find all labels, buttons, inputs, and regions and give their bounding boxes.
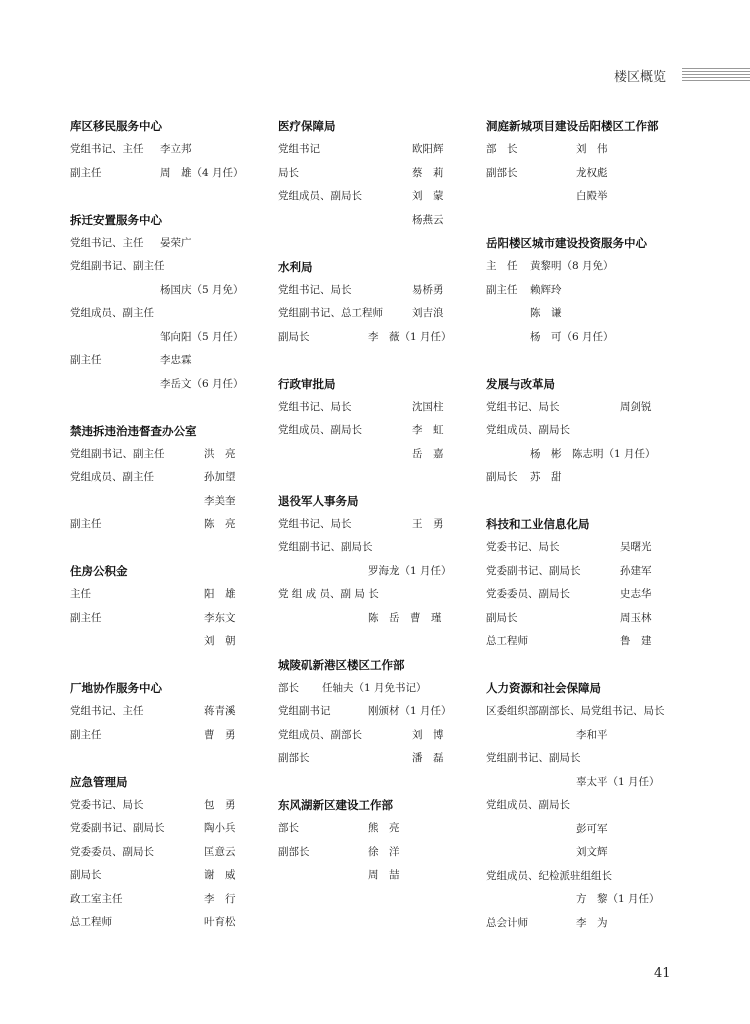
position-label: 党委副书记、副局长 xyxy=(486,564,581,577)
page-number: 41 xyxy=(654,966,671,981)
person-name: 李 虹 xyxy=(412,424,444,436)
position-label: 副局长 xyxy=(486,471,518,483)
person-name: 周剑锐 xyxy=(620,400,652,413)
personnel-row xyxy=(70,466,260,490)
personnel-row xyxy=(278,747,468,771)
section-title: 城陵矶新港区楼区工作部 xyxy=(278,657,405,672)
section-title: 医疗保障局 xyxy=(278,119,336,133)
person-name: 周玉林 xyxy=(620,611,652,624)
position-label: 党组成员、副局长 xyxy=(278,190,362,202)
position-label: 部 长 xyxy=(486,143,518,155)
person-name: 晏荣广 xyxy=(160,236,192,249)
person-name: 李美奎 xyxy=(204,494,236,507)
person-name: 李东文 xyxy=(204,611,236,624)
position-label: 党委书记、局长 xyxy=(70,798,144,811)
position-label: 党组副书记、副主任 xyxy=(70,447,165,460)
position-label: 副部长 xyxy=(486,166,518,179)
personnel-row xyxy=(486,700,676,724)
person-name: 蒋青溪 xyxy=(204,705,236,717)
person-name: 史志华 xyxy=(620,588,652,600)
person-name: 辜太平（1 月任） xyxy=(576,775,660,788)
personnel-row xyxy=(278,700,468,724)
personnel-row xyxy=(486,865,676,889)
person-name: 任轴夫（1 月免书记） xyxy=(322,681,427,694)
org-section xyxy=(278,654,468,771)
position-label: 总会计师 xyxy=(486,916,528,929)
personnel-row xyxy=(486,583,676,607)
person-name: 李立邦 xyxy=(160,143,192,155)
column-middle xyxy=(278,115,468,888)
person-name: 阳 雄 xyxy=(204,588,236,600)
section-title: 发展与改革局 xyxy=(486,376,555,391)
person-name: 刘吉浪 xyxy=(412,307,444,319)
person-name: 李岳文（6 月任） xyxy=(160,377,244,390)
personnel-row xyxy=(486,419,676,443)
position-label: 党组成员、副主任 xyxy=(70,471,154,483)
personnel-row xyxy=(70,373,260,397)
position-label: 党组成员、纪检派驻组组长 xyxy=(486,869,612,882)
person-name: 叶育松 xyxy=(204,916,236,928)
position-label: 副主任 xyxy=(70,518,102,530)
position-label: 主 任 xyxy=(486,260,518,272)
section-spacer xyxy=(278,771,468,795)
header-rule-decoration xyxy=(682,68,750,82)
section-title: 岳阳楼区城市建设投资服务中心 xyxy=(486,236,647,250)
person-name: 刘 朝 xyxy=(204,635,236,647)
personnel-row xyxy=(486,326,676,350)
column-left xyxy=(70,115,260,935)
person-name: 杨 彬 陈志明（1 月任） xyxy=(530,447,656,460)
org-section xyxy=(486,513,676,654)
person-name: 陈 亮 xyxy=(204,518,236,530)
position-label: 副局长 xyxy=(486,611,518,624)
person-name: 陈 谦 xyxy=(530,307,562,319)
section-spacer xyxy=(278,232,468,256)
personnel-row xyxy=(278,326,468,350)
person-name: 白殿举 xyxy=(576,190,608,202)
section-title: 科技和工业信息化局 xyxy=(486,517,590,531)
section-title: 禁违拆违治违督查办公室 xyxy=(70,423,197,438)
org-section xyxy=(70,677,260,747)
section-title: 拆迁安置服务中心 xyxy=(70,212,162,227)
section-spacer xyxy=(70,185,260,209)
section-title: 洞庭新城项目建设岳阳楼区工作部 xyxy=(486,119,659,133)
person-name: 徐 洋 xyxy=(368,845,400,858)
section-spacer xyxy=(70,654,260,678)
personnel-row xyxy=(70,607,260,631)
personnel-row xyxy=(70,232,260,256)
personnel-row xyxy=(70,630,260,654)
personnel-row xyxy=(278,841,468,865)
personnel-row xyxy=(278,607,468,631)
personnel-row xyxy=(70,326,260,350)
personnel-row xyxy=(486,302,676,326)
personnel-row xyxy=(70,888,260,912)
page-header-title: 楼区概览 xyxy=(614,70,667,85)
org-section xyxy=(486,232,676,349)
person-name: 孙建军 xyxy=(620,564,652,577)
position-label: 党委委员、副局长 xyxy=(486,588,570,600)
position-label: 党组书记、主任 xyxy=(70,236,144,249)
position-label: 党组书记、局长 xyxy=(278,283,352,296)
personnel-row xyxy=(486,396,676,420)
section-spacer xyxy=(486,490,676,514)
personnel-row xyxy=(278,560,468,584)
org-section xyxy=(70,560,260,654)
personnel-row xyxy=(70,700,260,724)
org-section xyxy=(278,256,468,350)
person-name: 周 雄（4 月任） xyxy=(160,166,244,179)
position-label: 主任 xyxy=(70,588,91,600)
position-label: 党委委员、副局长 xyxy=(70,845,154,858)
position-label: 副主任 xyxy=(70,728,102,741)
org-section xyxy=(486,677,676,935)
personnel-row xyxy=(278,138,468,162)
personnel-row xyxy=(486,841,676,865)
section-title: 水利局 xyxy=(278,259,313,274)
person-name: 杨 可（6 月任） xyxy=(530,330,614,343)
person-name: 邹向阳（5 月任） xyxy=(160,330,244,343)
person-name: 曹 勇 xyxy=(204,728,236,741)
personnel-row xyxy=(486,747,676,771)
position-label: 党组书记 xyxy=(278,143,320,155)
person-name: 洪 亮 xyxy=(204,447,236,460)
person-name: 陈 岳 曹 瑾 xyxy=(368,611,442,624)
section-spacer xyxy=(486,654,676,678)
person-name: 孙加望 xyxy=(204,471,236,483)
org-section xyxy=(278,115,468,232)
section-spacer xyxy=(278,466,468,490)
personnel-row xyxy=(278,185,468,209)
section-title: 人力资源和社会保障局 xyxy=(486,681,601,695)
position-label: 部长 xyxy=(278,822,299,834)
personnel-row xyxy=(70,513,260,537)
person-name: 苏 甜 xyxy=(530,471,562,483)
column-right xyxy=(486,115,676,935)
personnel-row xyxy=(70,817,260,841)
position-label: 副主任 xyxy=(70,354,102,366)
personnel-row xyxy=(486,724,676,748)
position-label: 政工室主任 xyxy=(70,892,123,905)
position-label: 副主任 xyxy=(70,166,102,179)
person-name: 刘 蒙 xyxy=(412,190,444,202)
person-name: 杨燕云 xyxy=(412,213,444,226)
person-name: 李忠霖 xyxy=(160,354,192,366)
personnel-row xyxy=(486,162,676,186)
person-name: 刘文辉 xyxy=(576,846,608,858)
personnel-row xyxy=(486,630,676,654)
position-label: 党组成员、副局长 xyxy=(486,799,570,811)
personnel-row xyxy=(486,912,676,936)
section-spacer xyxy=(486,349,676,373)
position-label: 党组书记、局长 xyxy=(486,400,560,413)
personnel-row xyxy=(70,724,260,748)
position-label: 副局长 xyxy=(278,330,310,343)
position-label: 副主任 xyxy=(70,611,102,624)
org-section xyxy=(278,373,468,467)
org-section xyxy=(70,115,260,185)
personnel-row xyxy=(70,162,260,186)
personnel-row xyxy=(486,138,676,162)
org-section xyxy=(486,373,676,490)
personnel-row xyxy=(486,536,676,560)
personnel-row xyxy=(70,911,260,935)
person-name: 易桥勇 xyxy=(412,283,444,296)
person-name: 李 行 xyxy=(204,892,236,905)
personnel-row xyxy=(278,302,468,326)
personnel-row xyxy=(278,583,468,607)
person-name: 李 为 xyxy=(576,916,608,929)
personnel-row xyxy=(278,396,468,420)
person-name: 王 勇 xyxy=(412,517,444,530)
person-name: 刘 伟 xyxy=(576,143,608,155)
position-label: 党 组 成 员、副 局 长 xyxy=(278,588,379,600)
position-label: 党组副书记、副局长 xyxy=(486,752,581,764)
personnel-row xyxy=(486,888,676,912)
personnel-row xyxy=(278,443,468,467)
section-spacer xyxy=(70,396,260,420)
position-label: 党组书记、局长 xyxy=(278,517,352,530)
personnel-row xyxy=(70,279,260,303)
person-name: 欧阳辉 xyxy=(412,143,444,155)
section-title: 退役军人事务局 xyxy=(278,493,359,508)
personnel-row xyxy=(486,443,676,467)
person-name: 罗海龙（1 月任） xyxy=(368,564,452,577)
position-label: 党组成员、副局长 xyxy=(486,424,570,436)
person-name: 黄黎明（8 月免） xyxy=(530,260,614,272)
section-spacer xyxy=(70,747,260,771)
section-spacer xyxy=(278,349,468,373)
personnel-row xyxy=(70,349,260,373)
personnel-row xyxy=(278,536,468,560)
person-name: 陶小兵 xyxy=(204,822,236,834)
personnel-row xyxy=(486,794,676,818)
personnel-row xyxy=(70,841,260,865)
org-section xyxy=(70,771,260,935)
personnel-row xyxy=(278,864,468,888)
person-name: 匡意云 xyxy=(204,845,236,858)
section-spacer xyxy=(70,537,260,561)
position-label: 副主任 xyxy=(486,283,518,296)
section-title: 东风湖新区建设工作部 xyxy=(278,798,393,812)
personnel-row xyxy=(70,138,260,162)
person-name: 李和平 xyxy=(576,728,608,741)
person-name: 李 薇（1 月任） xyxy=(368,330,452,343)
personnel-row xyxy=(486,279,676,303)
personnel-row xyxy=(486,818,676,842)
position-label: 区委组织部副部长、局党组书记、局长 xyxy=(486,705,665,717)
position-label: 部长 xyxy=(278,681,299,694)
personnel-row xyxy=(278,279,468,303)
person-name: 鲁 建 xyxy=(620,635,652,647)
position-label: 总工程师 xyxy=(486,635,528,647)
position-label: 局长 xyxy=(278,166,299,179)
person-name: 熊 亮 xyxy=(368,822,400,834)
personnel-row xyxy=(486,185,676,209)
personnel-row xyxy=(486,607,676,631)
position-label: 党组成员、副主任 xyxy=(70,307,154,319)
personnel-row xyxy=(70,302,260,326)
personnel-row xyxy=(278,513,468,537)
position-label: 党委书记、局长 xyxy=(486,541,560,553)
person-name: 赖辉玲 xyxy=(530,283,562,296)
person-name: 谢 威 xyxy=(204,869,236,881)
person-name: 吴曙光 xyxy=(620,541,652,553)
position-label: 总工程师 xyxy=(70,916,112,928)
person-name: 彭可军 xyxy=(576,822,608,835)
org-section xyxy=(70,420,260,537)
personnel-row xyxy=(486,466,676,490)
personnel-row xyxy=(70,794,260,818)
person-name: 包 勇 xyxy=(204,798,236,811)
person-name: 刘 博 xyxy=(412,728,444,741)
position-label: 党组书记、主任 xyxy=(70,143,144,155)
section-title: 库区移民服务中心 xyxy=(70,119,162,133)
position-label: 党组成员、副局长 xyxy=(278,424,362,436)
personnel-row xyxy=(70,490,260,514)
position-label: 党组副书记、总工程师 xyxy=(278,307,383,319)
personnel-row xyxy=(278,162,468,186)
personnel-row xyxy=(278,817,468,841)
org-section xyxy=(486,115,676,209)
personnel-row xyxy=(278,419,468,443)
person-name: 岳 嘉 xyxy=(412,447,444,460)
personnel-row xyxy=(70,864,260,888)
person-name: 蔡 莉 xyxy=(412,166,444,179)
position-label: 党组副书记 xyxy=(278,705,331,717)
org-section xyxy=(70,209,260,397)
person-name: 沈国柱 xyxy=(412,400,444,413)
org-section xyxy=(278,490,468,631)
position-label: 党组成员、副部长 xyxy=(278,728,362,741)
position-label: 党组副书记、副主任 xyxy=(70,260,165,272)
section-title: 住房公积金 xyxy=(70,564,128,578)
position-label: 副部长 xyxy=(278,845,310,858)
section-title: 行政审批局 xyxy=(278,376,336,391)
position-label: 党组书记、局长 xyxy=(278,400,352,413)
personnel-row xyxy=(278,724,468,748)
person-name: 龙权彪 xyxy=(576,166,608,179)
position-label: 党组书记、主任 xyxy=(70,705,144,717)
person-name: 刚颁材（1 月任） xyxy=(368,705,452,717)
section-title: 应急管理局 xyxy=(70,774,128,789)
section-title: 厂地协作服务中心 xyxy=(70,681,162,695)
person-name: 杨国庆（5 月免） xyxy=(160,283,244,296)
personnel-row xyxy=(486,560,676,584)
personnel-row xyxy=(486,255,676,279)
personnel-row xyxy=(70,583,260,607)
personnel-row xyxy=(486,771,676,795)
position-label: 党组副书记、副局长 xyxy=(278,541,373,553)
person-name: 周 喆 xyxy=(368,869,400,881)
section-spacer xyxy=(486,209,676,233)
position-label: 党委副书记、副局长 xyxy=(70,822,165,834)
org-section xyxy=(278,794,468,888)
personnel-row xyxy=(70,255,260,279)
personnel-row xyxy=(278,209,468,233)
position-label: 副局长 xyxy=(70,869,102,881)
person-name: 潘 磊 xyxy=(412,752,444,764)
section-spacer xyxy=(278,630,468,654)
position-label: 副部长 xyxy=(278,752,310,764)
person-name: 方 黎（1 月任） xyxy=(576,893,660,905)
personnel-row xyxy=(70,443,260,467)
personnel-row xyxy=(278,677,468,701)
